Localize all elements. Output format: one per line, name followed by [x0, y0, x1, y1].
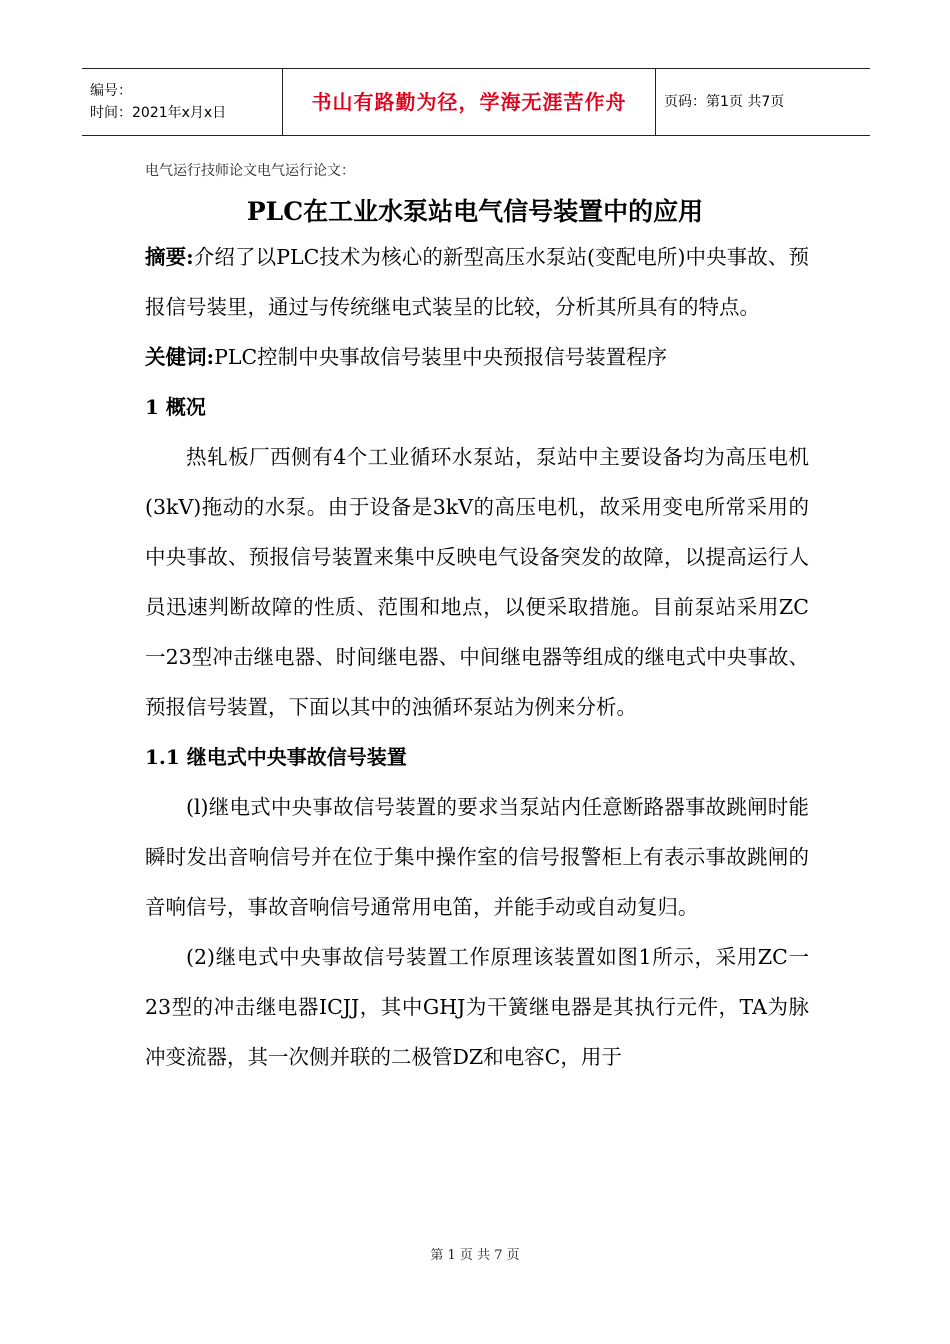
header-motto-cell — [282, 69, 656, 135]
document-body — [145, 232, 809, 1082]
keywords-label: 关健词: — [145, 345, 215, 369]
abstract-text: 介绍了以PLC技术为核心的新型高压水泵站(变配电所)中央事故、预报信号装里，通过与传统继电式装呈的比较，分析其所具有的特点。 — [145, 245, 809, 319]
header-right-cell — [656, 69, 870, 135]
section11-heading: 1.1 继电式中央事故信号装置 — [145, 745, 407, 769]
abstract-label: 摘要: — [145, 245, 194, 269]
section1-paragraph: 热轧板厂西侧有4个工业循环水泵站，泵站中主要设备均为高压电机(3kV)拖动的水泵。由于设备是3kV的高压电机，故采用变电所常采用的中央事故、预报信号装置来集中反映电气设备突发的故障，以提高运行人员迅速判断故障的性质、范围和地点，以便采取措施。目前泵站采用ZC一23型冲击继电器、时间继电器、中间继电器等组成的继电式中央事故、预报信号装置，下面以其中的浊循环泵站为例来分析。 — [145, 445, 809, 719]
paragraph-1: (l)继电式中央事故信号装置的要求当泵站内任意断路器事故跳闸时能瞬时发出音响信号并在位于集中操作室的信号报警柜上有表示事故跳闸的音响信号，事故音响信号通常用电笛，并能手动或自动复归。 — [145, 795, 809, 919]
keywords-text: PLC控制中央事故信号装里中央预报信号装置程序 — [214, 345, 668, 369]
keywords-paragraph — [145, 332, 809, 382]
page-info: 页码：第1页 共7页 — [664, 94, 785, 110]
paragraph-2: (2)继电式中央事故信号装置工作原理该装置如图1所示，采用ZC一23型的冲击继电器ICJJ，其中GHJ为干簧继电器是其执行元件，TA为脉冲变流器，其一次侧并联的二极管DZ和电容C，用于 — [145, 945, 809, 1069]
doc-subtitle: 电气运行技师论文电气运行论文： — [145, 163, 355, 179]
page-title: PLC在工业水泵站电气信号装置中的应用 — [246, 197, 704, 226]
header-left-cell — [82, 69, 282, 135]
page-footer: 第 1 页 共 7 页 — [430, 1248, 520, 1263]
motto-text: 书山有路勤为径，学海无涯苦作舟 — [311, 90, 627, 114]
time-label: 时间：2021年x月x日 — [90, 105, 227, 121]
section1-heading: 1 概况 — [145, 395, 206, 419]
header-table — [82, 68, 870, 136]
abstract-paragraph — [145, 232, 809, 332]
code-label: 编号： — [90, 83, 132, 99]
